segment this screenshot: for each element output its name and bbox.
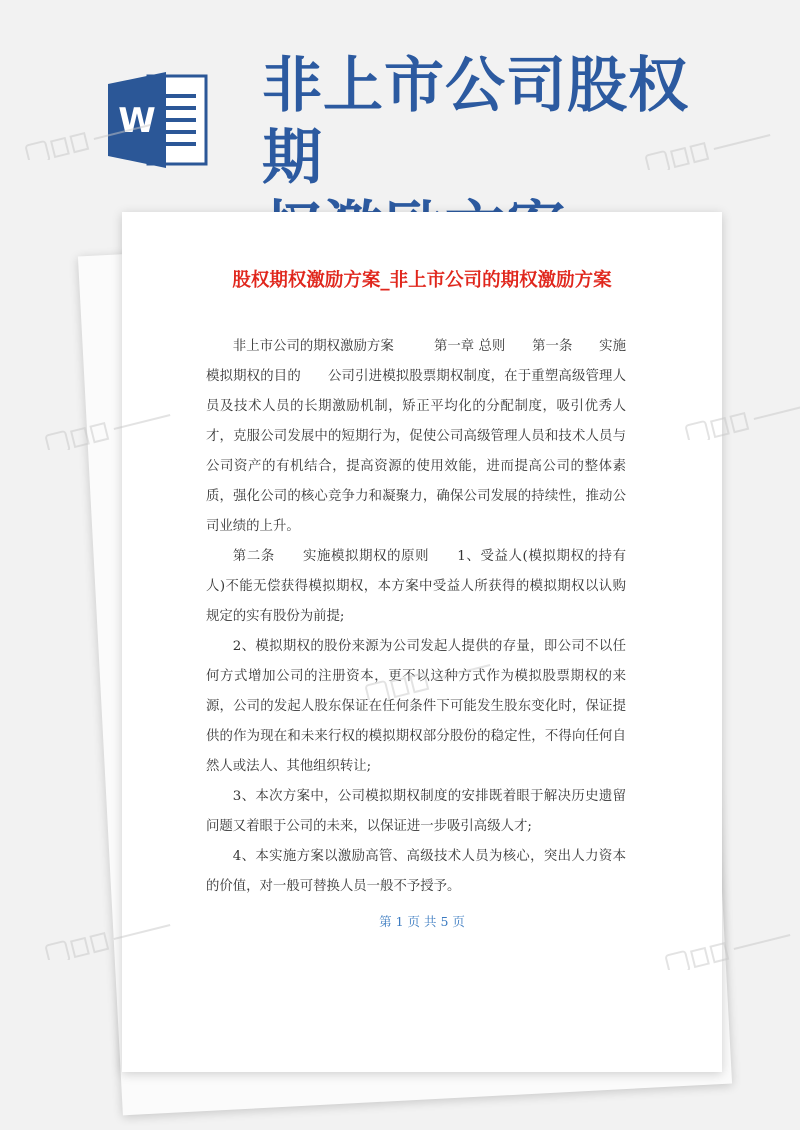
word-icon-letter: W	[118, 101, 156, 141]
document-title: 股权期权激励方案_非上市公司的期权激励方案	[232, 270, 612, 291]
document-page	[122, 212, 722, 1072]
paragraph-5: 4、本实施方案以激励高管、高级技术人员为核心，突出人力资本的价值，对一般可替换人员一般不予授予。	[206, 849, 626, 894]
paragraph-3: 2、模拟期权的股份来源为公司发起人提供的存量，即公司不以任何方式增加公司的注册资本，更不以这种方式作为模拟股票期权的来源，公司的发起人股东保证在任何条件下可能发生股东变化时，保证提供的作为现在和未来行权的模拟期权部分股份的稳定性，不得向任何自然人或法人、其他组织转让;	[206, 639, 626, 774]
paragraph-1: 非上市公司的期权激励方案 第一章 总则 第一条 实施模拟期权的目的 公司引进模拟股票期权制度，在于重塑高级管理人员及技术人员的长期激励机制，矫正平均化的分配制度，吸引优秀人才，克服公司发展中的短期行为，促使公司高级管理人员和技术人员与公司资产的有机结合，提高资源的使用效能，进而提高公司的整体素质，强化公司的核心竞争力和凝聚力，确保公司发展的持续性，推动公司业绩的上升。	[206, 339, 626, 534]
page-number-footer: 第 1 页 共 5 页	[379, 914, 465, 929]
banner-title-line-1: 非上市公司股权期	[262, 51, 689, 193]
paragraph-4: 3、本次方案中，公司模拟期权制度的安排既着眼于解决历史遗留问题又着眼于公司的未来，以保证进一步吸引高级人才;	[206, 789, 626, 834]
paragraph-2: 第二条 实施模拟期权的原则 1、受益人(模拟期权的持有人)不能无偿获得模拟期权，本方案中受益人所获得的模拟期权以认购规定的实有股份为前提;	[206, 549, 626, 624]
document-body	[206, 332, 626, 902]
word-document-icon	[108, 72, 212, 168]
header-banner	[0, 0, 800, 210]
